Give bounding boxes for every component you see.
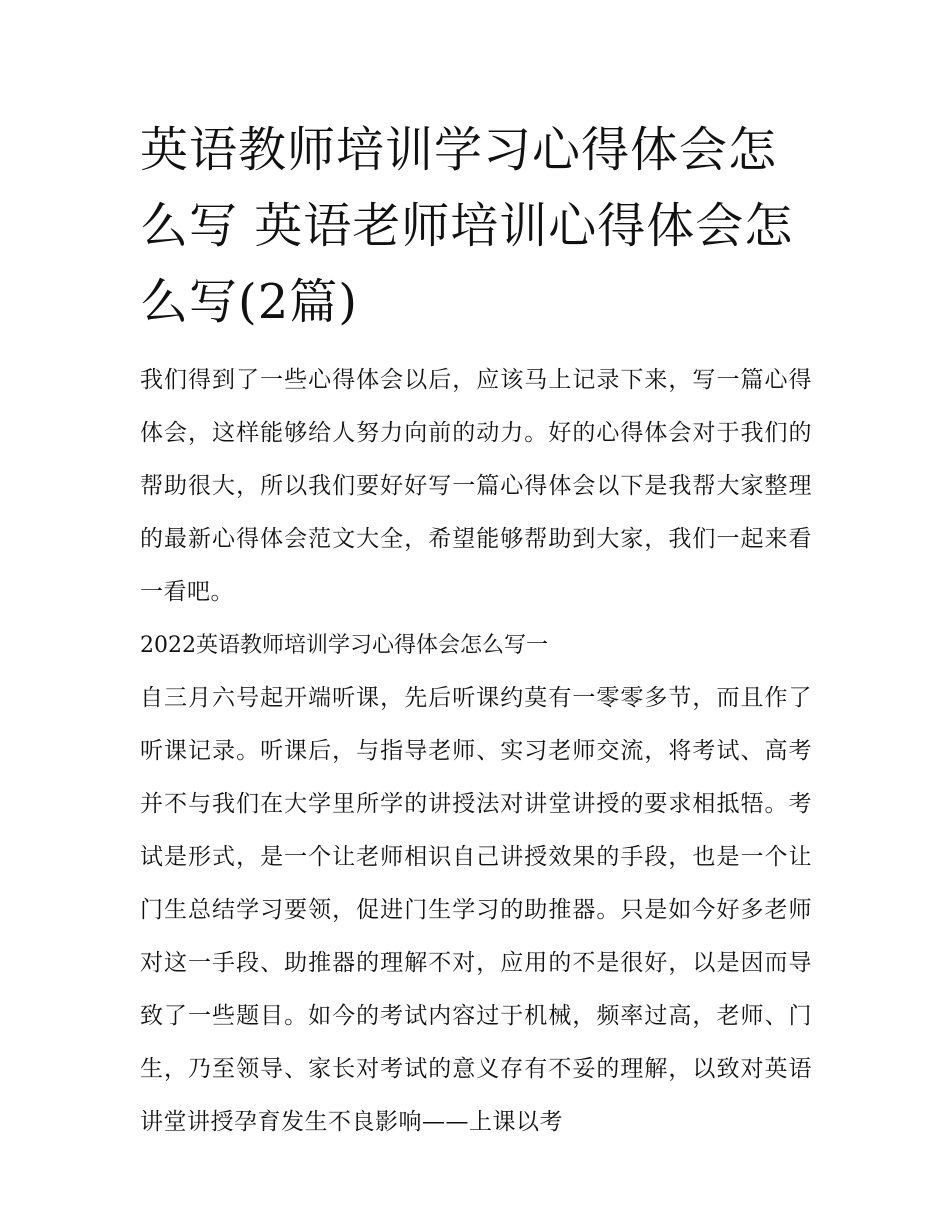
section-heading: 2022英语教师培训学习心得体会怎么写一 [140, 633, 548, 658]
intro-paragraph: 我们得到了一些心得体会以后，应该马上记录下来，写一篇心得体会，这样能够给人努力向前的动力。好的心得体会对于我们的帮助很大，所以我们要好好写一篇心得体会以下是我帮大家整理的最新心得体会范文大全，希望能够帮助到大家，我们一起来看一看吧。 [140, 367, 812, 605]
document-title: 英语教师培训学习心得体会怎么写 英语老师培训心得体会怎么写(2篇) [140, 122, 794, 330]
document-page [140, 112, 812, 1149]
body-paragraph: 自三月六号起开端听课，先后听课约莫有一零零多节，而且作了听课记录。听课后，与指导老师、实习老师交流，将考试、高考并不与我们在大学里所学的讲授法对讲堂讲授的要求相抵牾。考试是形式，是一个让老师相识自己讲授效果的手段，也是一个让门生总结学习要领，促进门生学习的助推器。只是如今好多老师对这一手段、助推器的理解不对，应用的不是很好，以是因而导致了一些题目。如今的考试内容过于机械，频率过高，老师、门生，乃至领导、家长对考试的意义存有不妥的理解，以致对英语讲堂讲授孕育发生不良影响——上课以考 [140, 685, 812, 1135]
